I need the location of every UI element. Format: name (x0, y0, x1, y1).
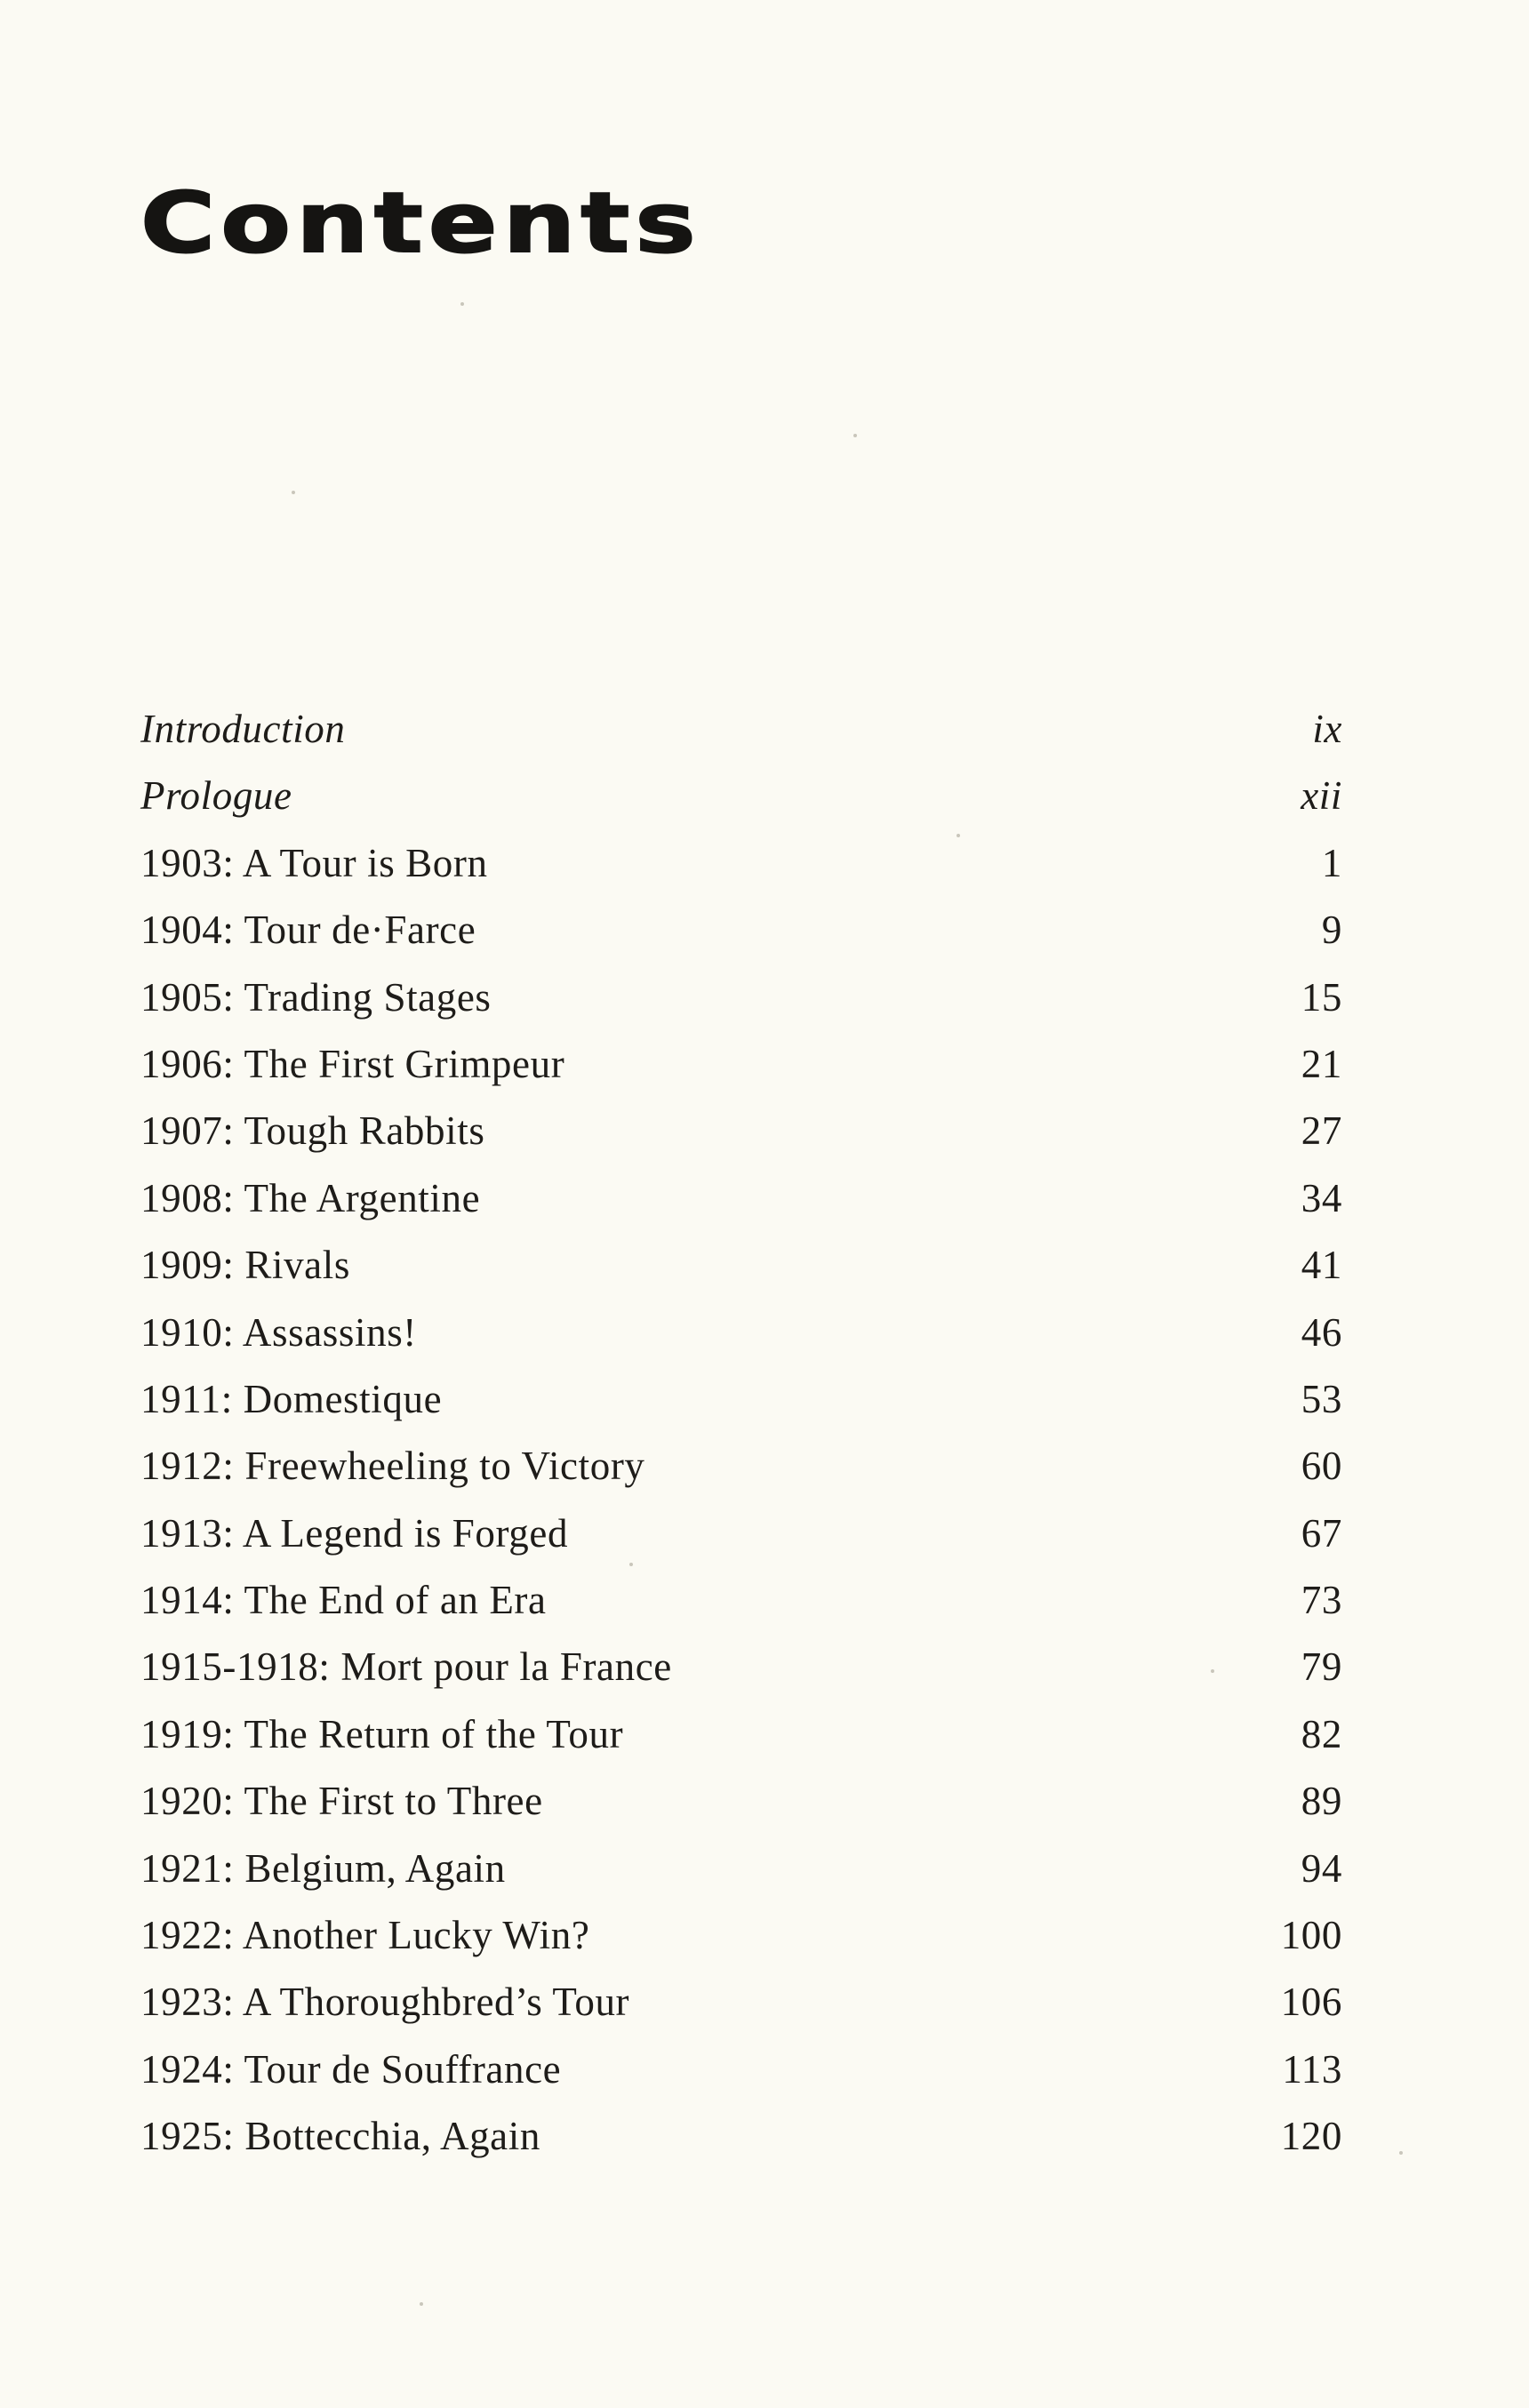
toc-entry-page: 94 (1301, 1845, 1342, 1891)
toc-entry-page: 79 (1301, 1644, 1342, 1690)
toc-entry-page: 1 (1321, 840, 1342, 885)
toc-entry (140, 1098, 1342, 1164)
paper-speck (853, 434, 857, 437)
toc-entry-title: 1922: Another Lucky Win? (140, 1913, 590, 1958)
toc-entry-page: 120 (1280, 2114, 1342, 2159)
toc-entry-title: Prologue (140, 773, 292, 819)
toc-entry-page: 82 (1301, 1711, 1342, 1756)
toc-entry-page: 89 (1301, 1779, 1342, 1824)
toc-entry-page: 34 (1301, 1175, 1342, 1220)
toc-entry-title: 1904: Tour de·Farce (140, 908, 476, 953)
toc-entry-page: 15 (1301, 974, 1342, 1020)
toc-entry-page: 27 (1301, 1108, 1342, 1154)
toc-entry (140, 1500, 1342, 1567)
table-of-contents (140, 696, 1342, 2171)
paper-speck (420, 2302, 423, 2306)
toc-entry-page: 60 (1301, 1444, 1342, 1489)
toc-entry-title: 1915-1918: Mort pour la France (140, 1644, 672, 1690)
toc-entry-title: 1906: The First Grimpeur (140, 1041, 565, 1086)
toc-entry-title: 1913: A Legend is Forged (140, 1510, 569, 1556)
toc-entry (140, 1433, 1342, 1500)
toc-entry-title: 1905: Trading Stages (140, 974, 492, 1020)
toc-entry-title: 1920: The First to Three (140, 1779, 543, 1824)
toc-entry-title: 1910: Assassins! (140, 1309, 417, 1355)
toc-entry-title: 1907: Tough Rabbits (140, 1108, 485, 1154)
toc-entry-title: 1903: A Tour is Born (140, 840, 488, 885)
paper-speck (1211, 1669, 1214, 1673)
toc-entry (140, 1836, 1342, 1902)
page-title: Contents (140, 175, 701, 272)
toc-entry-title: 1923: A Thoroughbred’s Tour (140, 1980, 630, 2025)
toc-entry-page: 73 (1301, 1578, 1342, 1623)
toc-entry (140, 1232, 1342, 1299)
paper-speck (292, 491, 295, 494)
toc-entry (140, 1902, 1342, 1969)
paper-speck (460, 302, 464, 306)
toc-entry (140, 830, 1342, 897)
toc-entry-title: 1921: Belgium, Again (140, 1845, 506, 1891)
paper-speck (1399, 2151, 1403, 2155)
toc-entry-page: 53 (1301, 1376, 1342, 1421)
toc-entry-page: 67 (1301, 1510, 1342, 1556)
toc-entry (140, 1567, 1342, 1634)
toc-entry (140, 1969, 1342, 2036)
toc-entry (140, 2036, 1342, 2103)
toc-entry-title: 1908: The Argentine (140, 1175, 481, 1220)
paper-speck (957, 834, 960, 837)
toc-entry-title: 1919: The Return of the Tour (140, 1711, 624, 1756)
toc-entry-title: 1909: Rivals (140, 1243, 350, 1288)
toc-entry-page: 9 (1321, 908, 1342, 953)
toc-entry (140, 1701, 1342, 1768)
toc-entry (140, 763, 1342, 829)
toc-entry (140, 1031, 1342, 1098)
toc-entry-title: 1925: Bottecchia, Again (140, 2114, 540, 2159)
toc-entry-title: 1911: Domestique (140, 1376, 443, 1421)
toc-entry (140, 964, 1342, 1031)
toc-entry (140, 1300, 1342, 1366)
toc-entry (140, 696, 1342, 763)
toc-entry-page: ix (1312, 707, 1342, 751)
toc-entry-title: Introduction (140, 707, 346, 751)
toc-entry-title: 1912: Freewheeling to Victory (140, 1444, 645, 1489)
toc-entry (140, 1366, 1342, 1433)
toc-entry-page: 106 (1280, 1980, 1342, 2025)
toc-entry-page: 100 (1280, 1913, 1342, 1958)
toc-entry-page: xii (1301, 773, 1342, 819)
toc-entry-page: 113 (1282, 2046, 1342, 2092)
toc-entry (140, 1165, 1342, 1232)
toc-entry-title: 1924: Tour de Souffrance (140, 2046, 562, 2092)
toc-entry (140, 1768, 1342, 1835)
paper-speck (629, 1563, 633, 1566)
toc-entry-title: 1914: The End of an Era (140, 1578, 547, 1623)
toc-entry (140, 1634, 1342, 1700)
toc-entry (140, 897, 1342, 964)
toc-entry-page: 41 (1301, 1243, 1342, 1288)
toc-entry-page: 46 (1301, 1309, 1342, 1355)
toc-entry-page: 21 (1301, 1041, 1342, 1086)
toc-entry (140, 2103, 1342, 2170)
